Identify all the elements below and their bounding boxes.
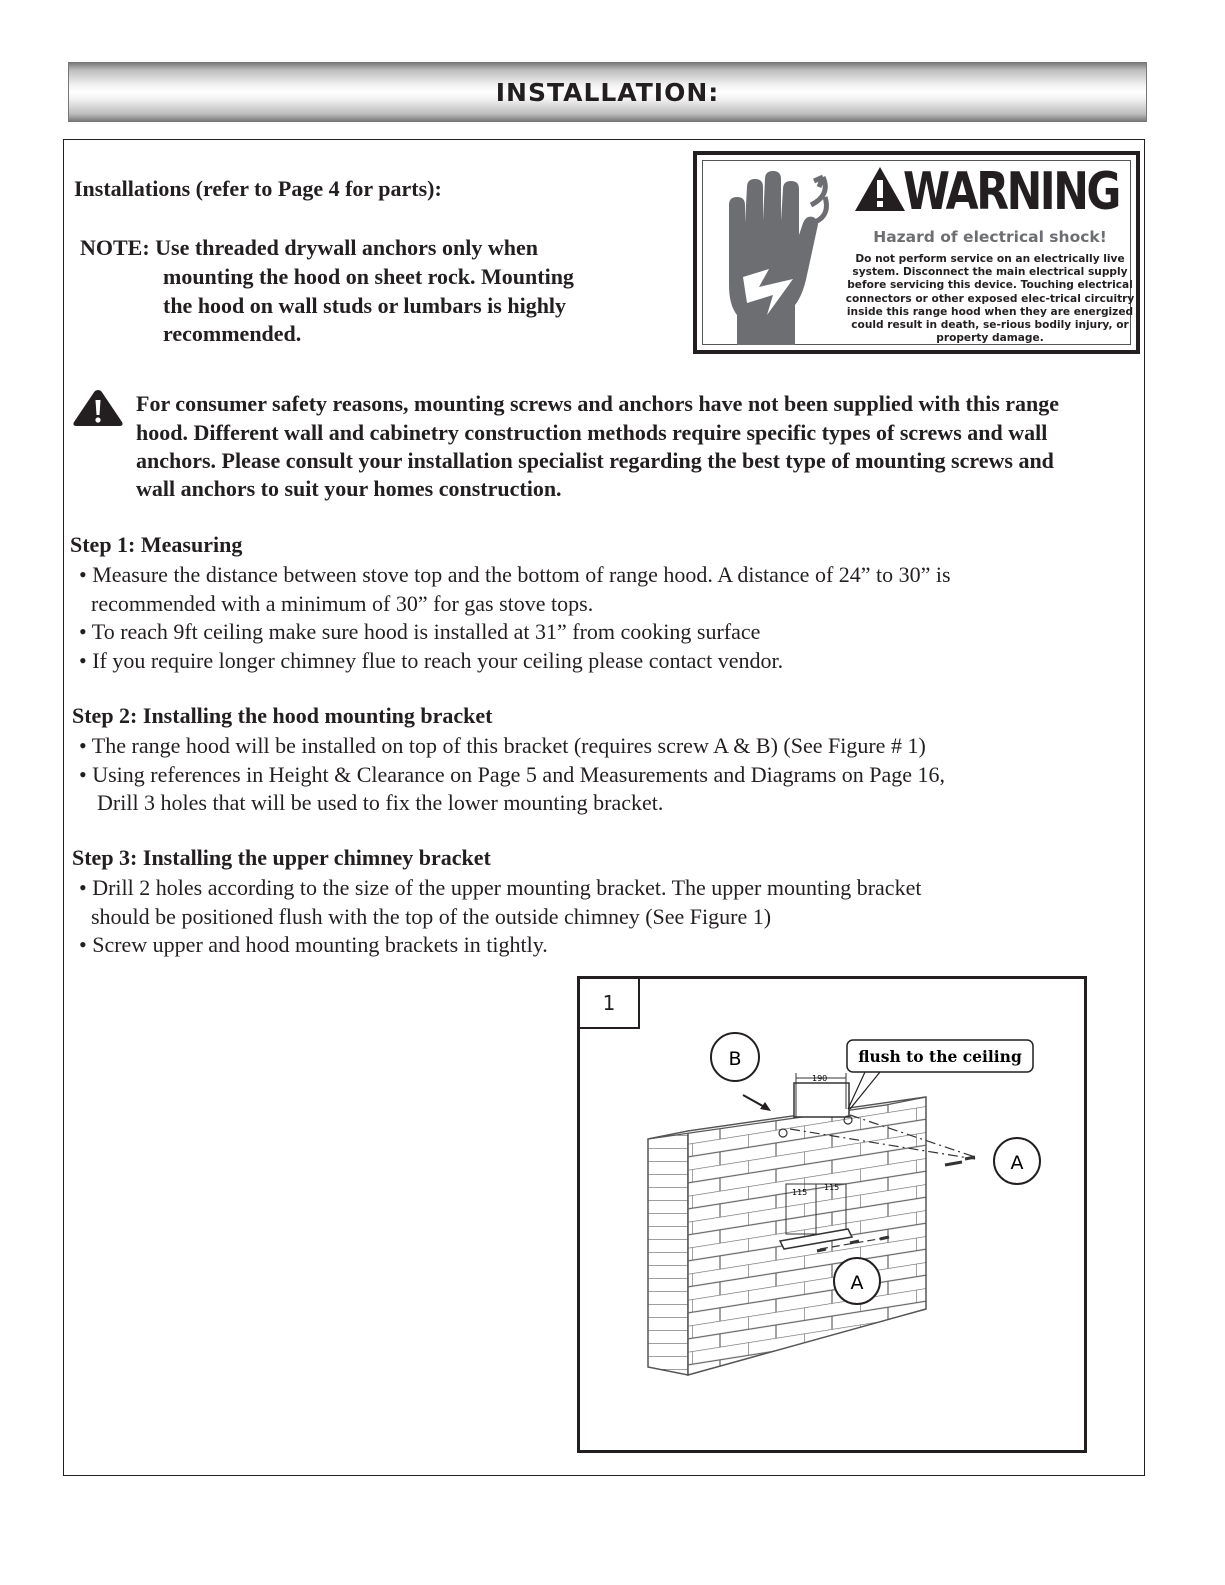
- step-2-line-1: • The range hood will be installed on top of this bracket (requires screw A & B) (See Figure # 1): [79, 733, 926, 758]
- dim-left-label: 115: [792, 1188, 808, 1197]
- step-3-line-3: • Screw upper and hood mounting brackets in tightly.: [79, 932, 548, 957]
- step-1-line-2: recommended with a minimum of 30” for gas stove tops.: [91, 591, 594, 616]
- label-a-bottom: A: [850, 1272, 864, 1294]
- step-2-line-3: Drill 3 holes that will be used to fix the lower mounting bracket.: [97, 790, 664, 815]
- warning-triangle-icon: [853, 165, 907, 213]
- figure-1: [577, 976, 1087, 1453]
- note-line-3: the hood on wall studs or lumbars is highly: [163, 293, 567, 318]
- warning-text: Do not perform service on an electrically live system. Disconnect the main electrical supply before servicing this device. Touching electrical connectors or other exposed elec-trical circuitry inside this range hood when they are energized could result in death, se-rious bodily injury, or property damage.: [845, 253, 1135, 345]
- figure-number: 1: [580, 979, 640, 1029]
- step-1-line-4: • If you require longer chimney flue to reach your ceiling please contact vendor.: [79, 648, 784, 673]
- section-title-bar: [68, 62, 1147, 122]
- hand-shock-icon: [707, 165, 837, 350]
- warning-word: WARNING: [903, 162, 1119, 222]
- note-line-2: mounting the hood on sheet rock. Mounting: [163, 264, 574, 289]
- step-1-line-3: • To reach 9ft ceiling make sure hood is installed at 31” from cooking surface: [79, 619, 761, 644]
- dim-right-label: 115: [824, 1183, 840, 1192]
- electrical-warning-label: [693, 151, 1140, 354]
- safety-line-3: anchors. Please consult your installation specialist regarding the best type of mounting screws and: [136, 448, 1054, 473]
- step-2-heading: Step 2: Installing the hood mounting bracket: [72, 703, 493, 728]
- warning-subtitle: Hazard of electrical shock!: [873, 228, 1107, 246]
- dim-top-label: 190: [812, 1074, 828, 1083]
- step-3-line-2: should be positioned flush with the top of the outside chimney (See Figure 1): [91, 904, 772, 929]
- safety-line-4: wall anchors to suit your homes construction.: [136, 476, 562, 501]
- wall-bracket-diagram: [580, 979, 1084, 1450]
- installations-heading: Installations (refer to Page 4 for parts):: [74, 176, 442, 201]
- step-1-heading: Step 1: Measuring: [70, 532, 243, 557]
- caution-icon: [71, 388, 125, 428]
- callout-flush-label: flush to the ceiling: [858, 1047, 1022, 1066]
- label-a-right: A: [1010, 1152, 1024, 1174]
- step-1-line-1: • Measure the distance between stove top and the bottom of range hood. A distance of 24” to 30” is: [79, 562, 951, 587]
- safety-line-1: For consumer safety reasons, mounting screws and anchors have not been supplied with this range: [136, 391, 1060, 416]
- step-2-line-2: • Using references in Height & Clearance on Page 5 and Measurements and Diagrams on Page 16,: [79, 762, 946, 787]
- safety-line-2: hood. Different wall and cabinetry construction methods require specific types of screws and wall: [136, 420, 1048, 445]
- label-b: B: [728, 1048, 742, 1070]
- step-3-line-1: • Drill 2 holes according to the size of the upper mounting bracket. The upper mounting bracket: [79, 875, 922, 900]
- note-line-1: NOTE: Use threaded drywall anchors only when: [80, 235, 538, 260]
- note-line-4: recommended.: [163, 321, 302, 346]
- section-title: INSTALLATION:: [495, 77, 720, 107]
- step-3-heading: Step 3: Installing the upper chimney bracket: [72, 845, 491, 870]
